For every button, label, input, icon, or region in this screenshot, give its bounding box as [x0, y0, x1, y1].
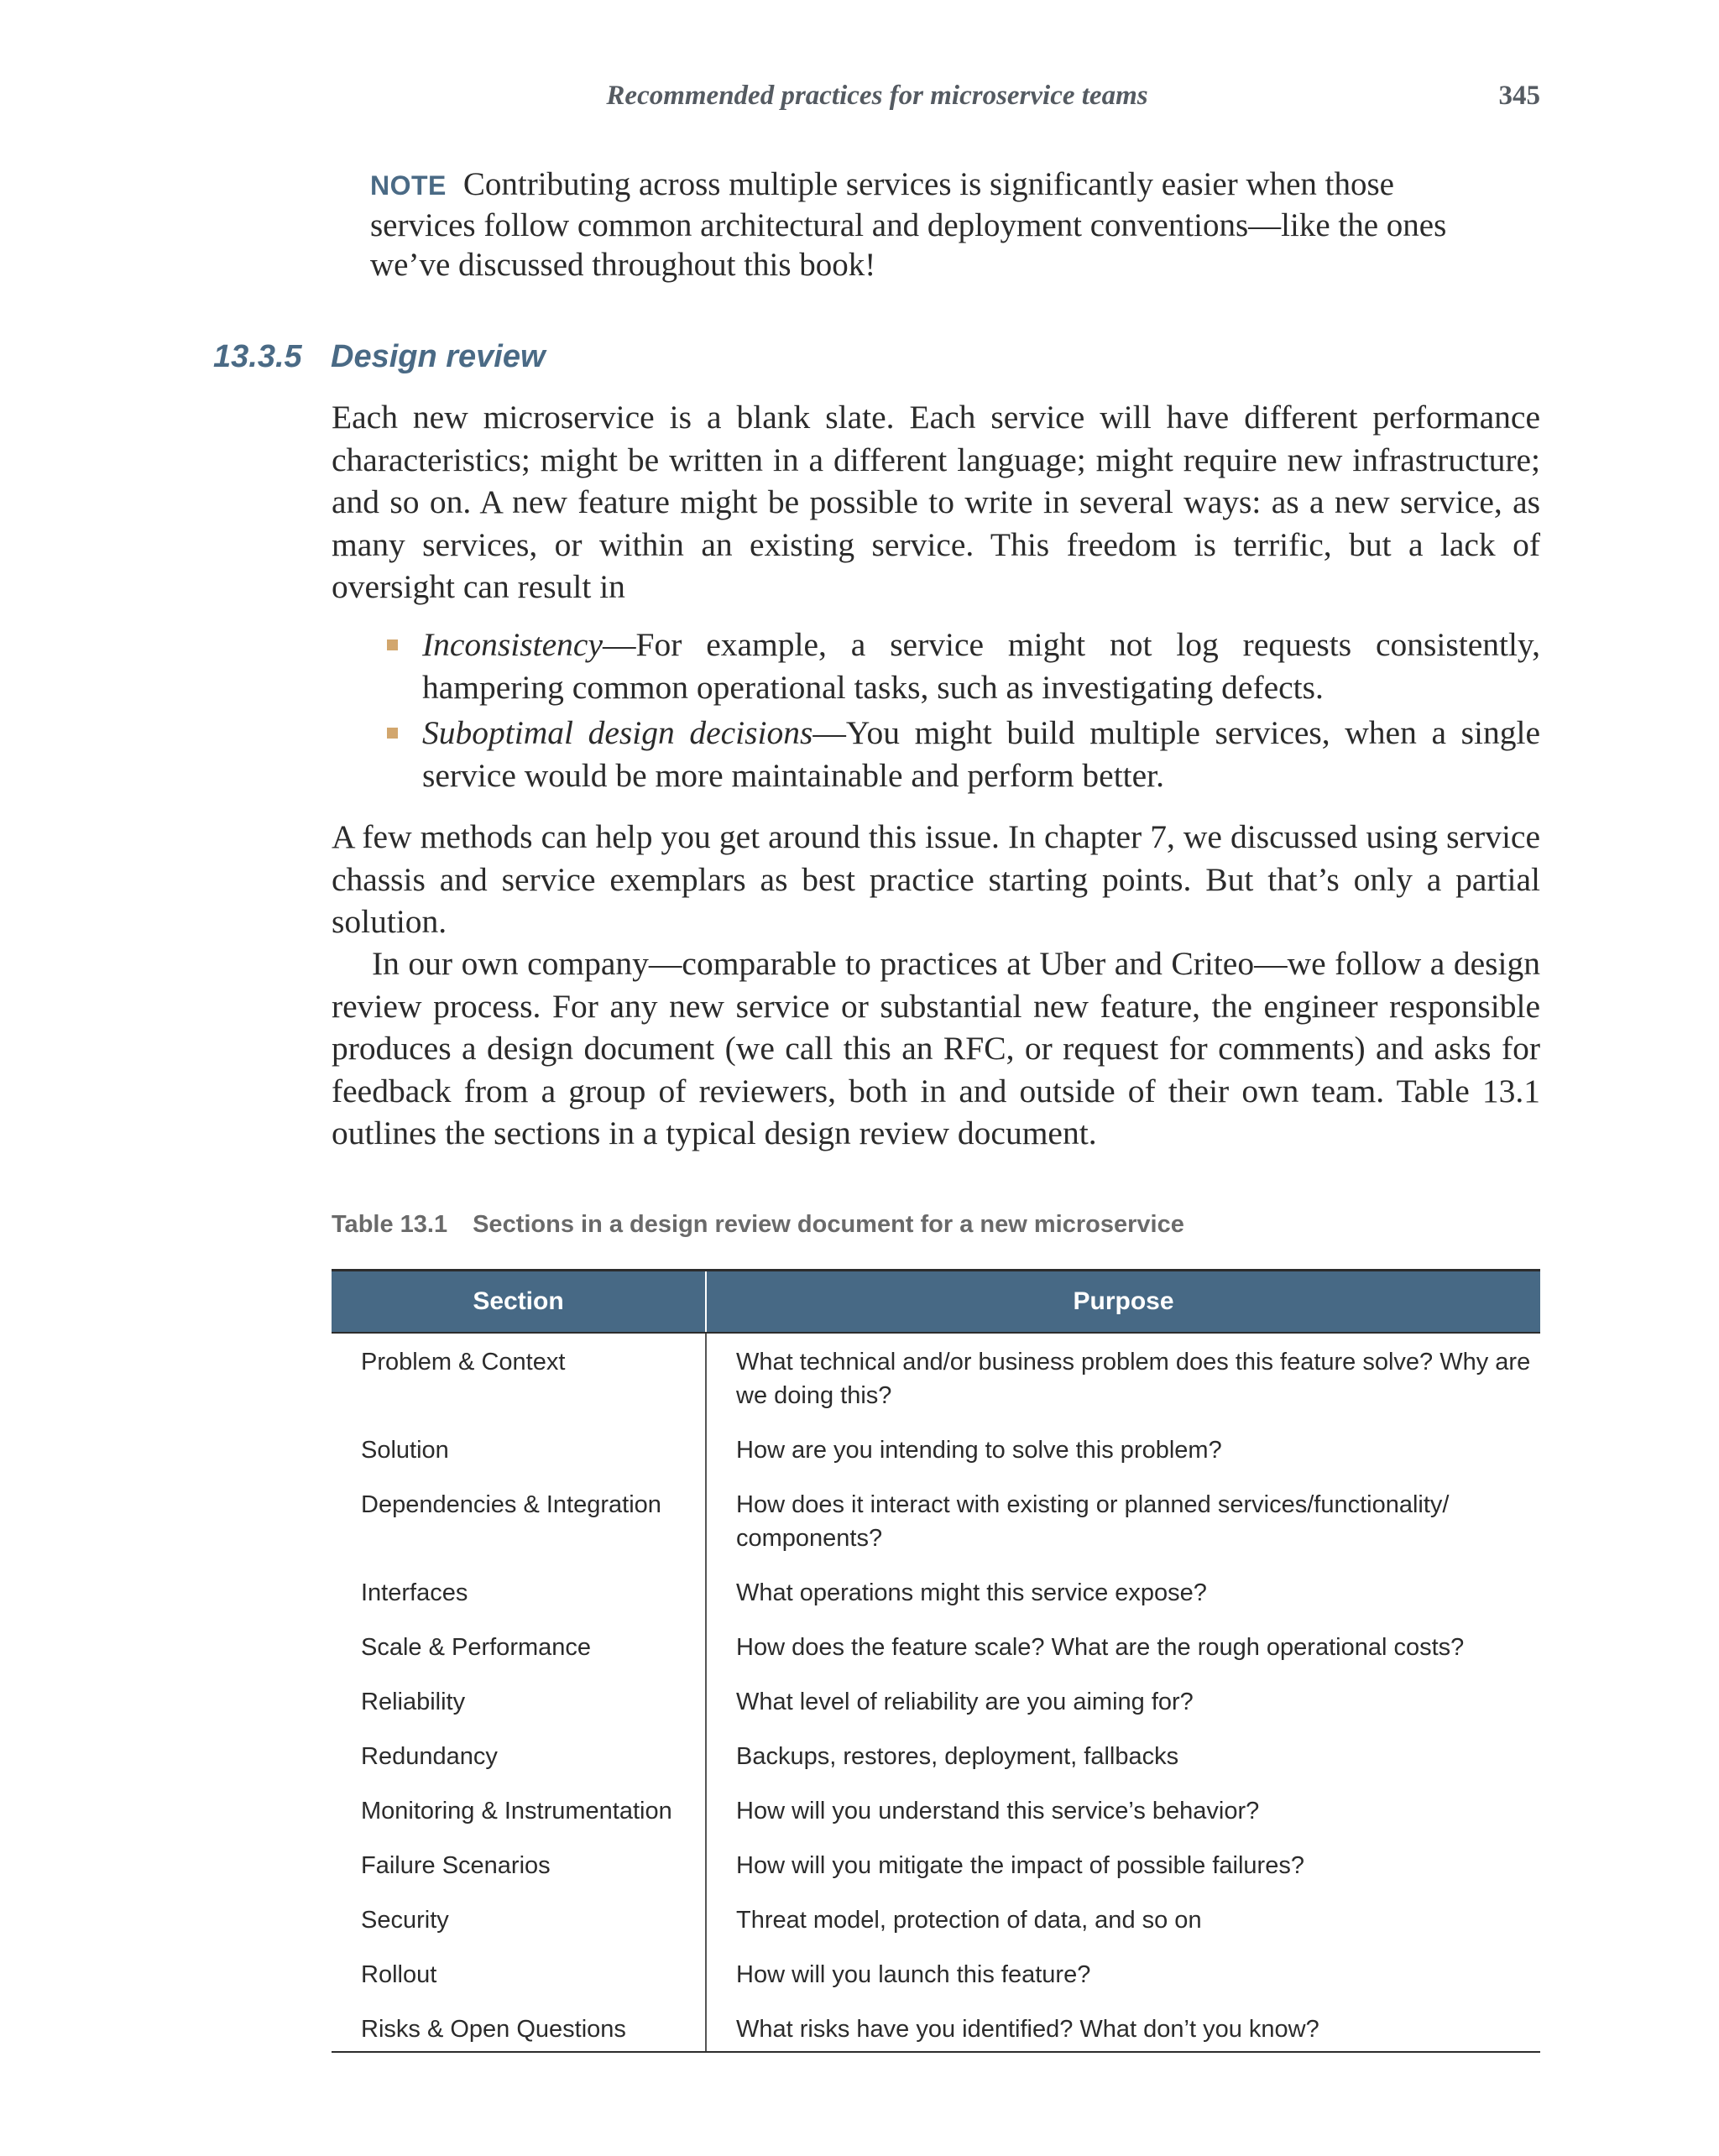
table-caption-number: Table 13.1 [332, 1211, 448, 1238]
purpose-cell: What risks have you identified? What don’t you know? [706, 2007, 1540, 2052]
company-paragraph: In our own company—comparable to practices at Uber and Criteo—we follow a design review process. For any new service or substantial new feature, the engineer responsible produces a design document (we call this an RFC, or request for comments) and asks for feedback from a group of reviewers, both in and outside of their own team. Table 13.1 outlines the sections in a typical design review document. [332, 945, 1540, 1151]
table-row [332, 1333, 1540, 1428]
running-title: Recommended practices for microservice teams [606, 81, 1148, 111]
methods-paragraph: A few methods can help you get around this issue. In chapter 7, we discussed using service chassis and service exemplars as best practice starting points. But that’s only a partial solution. [332, 818, 1540, 940]
intro-paragraph: Each new microservice is a blank slate. Each service will have different performance characteristics; might be written in a different language; might require new infrastructure; and so on. A new feature might be possible to write in several ways: as a new service, as many services, or within an existing service. This freedom is terrific, but a lack of oversight can result in [332, 399, 1540, 605]
table-header-row [332, 1271, 1540, 1334]
note-block [370, 164, 1461, 285]
table-row [332, 1898, 1540, 1952]
section-cell: Dependencies & Integration [332, 1482, 706, 1570]
section-cell: Interfaces [332, 1570, 706, 1625]
purpose-cell: Backups, restores, deployment, fallbacks [736, 1743, 1179, 1770]
purpose-cell: Threat model, protection of data, and so on [736, 1907, 1202, 1934]
table-row [332, 1843, 1540, 1898]
list-item [332, 624, 1540, 708]
table-row [332, 2007, 1540, 2052]
note-label: NOTE [370, 170, 447, 201]
section-cell: Reliability [332, 1679, 706, 1734]
purpose-cell: How will you understand this service’s behavior? [736, 1798, 1260, 1825]
section-cell: Security [332, 1898, 706, 1952]
section-cell: Scale & Performance [332, 1625, 706, 1679]
table-caption [332, 1211, 1184, 1239]
section-cell: Monitoring & Instrumentation [332, 1788, 706, 1843]
table-row [332, 1570, 1540, 1625]
bullet-term: Inconsistency [422, 626, 603, 663]
table-caption-text: Sections in a design review document for a new microservice [473, 1211, 1184, 1238]
table-row [332, 1734, 1540, 1788]
design-review-table [332, 1269, 1540, 2053]
running-header [332, 81, 1540, 123]
column-header-section: Section [332, 1271, 706, 1334]
bullet-list [332, 624, 1540, 800]
purpose-cell: How does it interact with existing or planned services/functionality/ components? [736, 1491, 1450, 1552]
table-row [332, 1625, 1540, 1679]
purpose-cell: How will you launch this feature? [736, 1961, 1091, 1988]
bullet-square-icon [387, 728, 398, 739]
column-header-purpose: Purpose [706, 1271, 1540, 1334]
section-number: 13.3.5 [213, 339, 302, 374]
section-cell: Problem & Context [332, 1333, 706, 1428]
table-row [332, 1788, 1540, 1843]
bullet-text: —For example, a service might not log requests consistently, hampering common operational tasks, such as investigating defects. [422, 626, 1540, 706]
list-item [332, 712, 1540, 796]
purpose-cell: What technical and/or business problem does this feature solve? Why are we doing this? [736, 1349, 1531, 1409]
purpose-cell: How does the feature scale? What are the rough operational costs? [736, 1634, 1465, 1661]
section-cell: Failure Scenarios [332, 1843, 706, 1898]
purpose-cell: How will you mitigate the impact of possible failures? [736, 1852, 1304, 1879]
bullet-text: —You might build multiple services, when a single service would be more maintainable and perform better. [422, 714, 1540, 794]
table-row [332, 1952, 1540, 2007]
section-title: Design review [331, 339, 546, 374]
section-cell: Solution [332, 1428, 706, 1482]
page-number: 345 [1498, 81, 1540, 111]
note-text: Contributing across multiple services is significantly easier when those services follow common architectural and deployment conventions—like the ones we’ve discussed throughout this book! [370, 166, 1447, 283]
sections-table [332, 1269, 1540, 2053]
section-cell: Rollout [332, 1952, 706, 2007]
section-cell: Risks & Open Questions [332, 2007, 706, 2052]
purpose-cell: What level of reliability are you aiming for? [736, 1689, 1194, 1715]
bullet-square-icon [387, 639, 398, 650]
purpose-cell: How are you intending to solve this problem? [736, 1437, 1222, 1464]
section-heading [213, 339, 546, 375]
table-row [332, 1482, 1540, 1570]
table-row [332, 1679, 1540, 1734]
bullet-term: Suboptimal design decisions [422, 714, 813, 751]
section-cell: Redundancy [332, 1734, 706, 1788]
table-row [332, 1428, 1540, 1482]
purpose-cell: What operations might this service expose? [736, 1579, 1207, 1606]
